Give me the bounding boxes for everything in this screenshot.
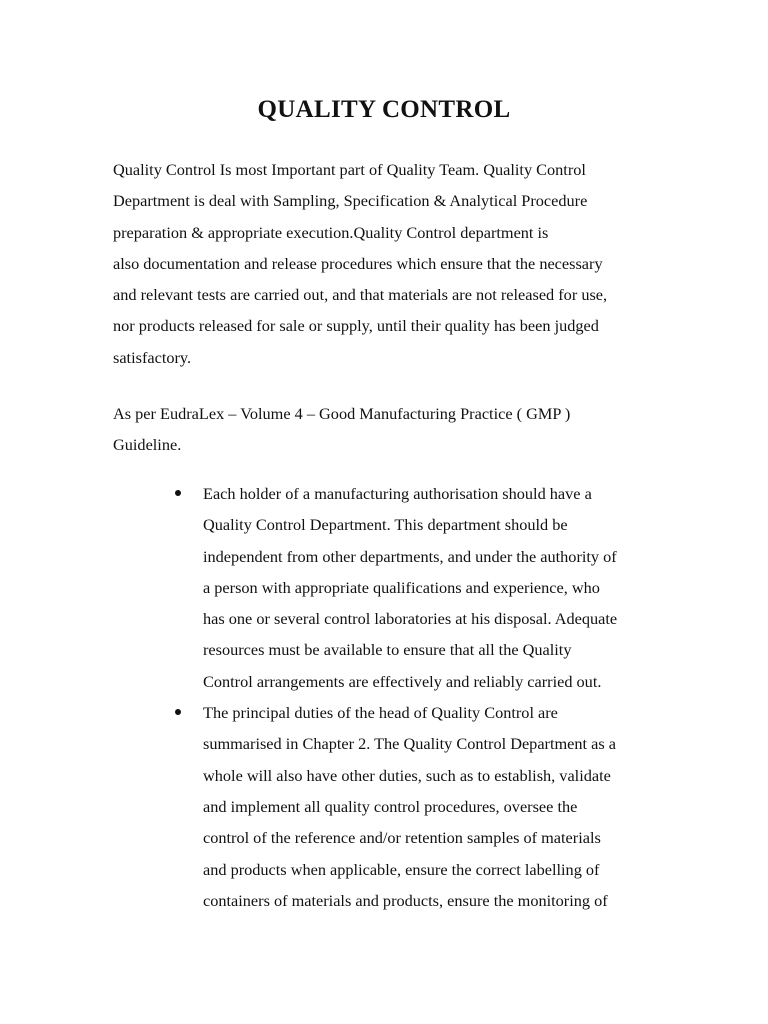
bullet-line: and implement all quality control procedures, oversee the — [203, 796, 578, 816]
bullet-icon — [175, 490, 181, 496]
bullet-line: a person with appropriate qualifications and experience, who — [203, 577, 600, 597]
intro-line: satisfactory. — [113, 347, 192, 367]
bullet-line: summarised in Chapter 2. The Quality Control Department as a — [203, 734, 616, 754]
reference-line: As per EudraLex – Volume 4 – Good Manufacturing Practice ( GMP ) — [113, 404, 571, 423]
intro-line: Department is deal with Sampling, Specification & Analytical Procedure — [113, 191, 588, 211]
bullet-line: containers of materials and products, ensure the monitoring of — [203, 890, 608, 910]
bullet-line: whole will also have other duties, such as to establish, validate — [203, 765, 611, 785]
bullet-line: Each holder of a manufacturing authorisation should have a — [203, 484, 592, 503]
reference-line: Guideline. — [113, 435, 182, 455]
bullet-line: control of the reference and/or retention samples of materials — [203, 828, 601, 848]
bullet-line: resources must be available to ensure that all the Quality — [203, 640, 572, 660]
list-item — [0, 697, 768, 916]
document-title: QUALITY CONTROL — [257, 96, 511, 123]
bullet-list — [0, 478, 768, 916]
intro-line: Quality Control Is most Important part of Quality Team. Quality Control — [113, 160, 586, 179]
bullet-line: has one or several control laboratories at his disposal. Adequate — [203, 609, 618, 629]
bullet-line: and products when applicable, ensure the correct labelling of — [203, 859, 600, 879]
intro-line: also documentation and release procedures which ensure that the necessary — [113, 253, 603, 273]
bullet-text — [203, 478, 673, 697]
bullet-line: The principal duties of the head of Quality Control are — [203, 703, 558, 723]
intro-line: preparation & appropriate execution.Quality Control department is — [113, 222, 549, 242]
bullet-icon — [175, 709, 181, 715]
intro-line: nor products released for sale or supply, until their quality has been judged — [113, 316, 599, 336]
bullet-line: Quality Control Department. This department should be — [203, 515, 568, 535]
intro-paragraph — [113, 154, 673, 373]
intro-line: and relevant tests are carried out, and that materials are not released for use, — [113, 285, 608, 305]
reference-paragraph — [113, 398, 673, 461]
bullet-text — [203, 697, 673, 916]
bullet-line: independent from other departments, and under the authority of — [203, 546, 617, 566]
bullet-line: Control arrangements are effectively and reliably carried out. — [203, 671, 602, 691]
list-item — [0, 478, 768, 697]
